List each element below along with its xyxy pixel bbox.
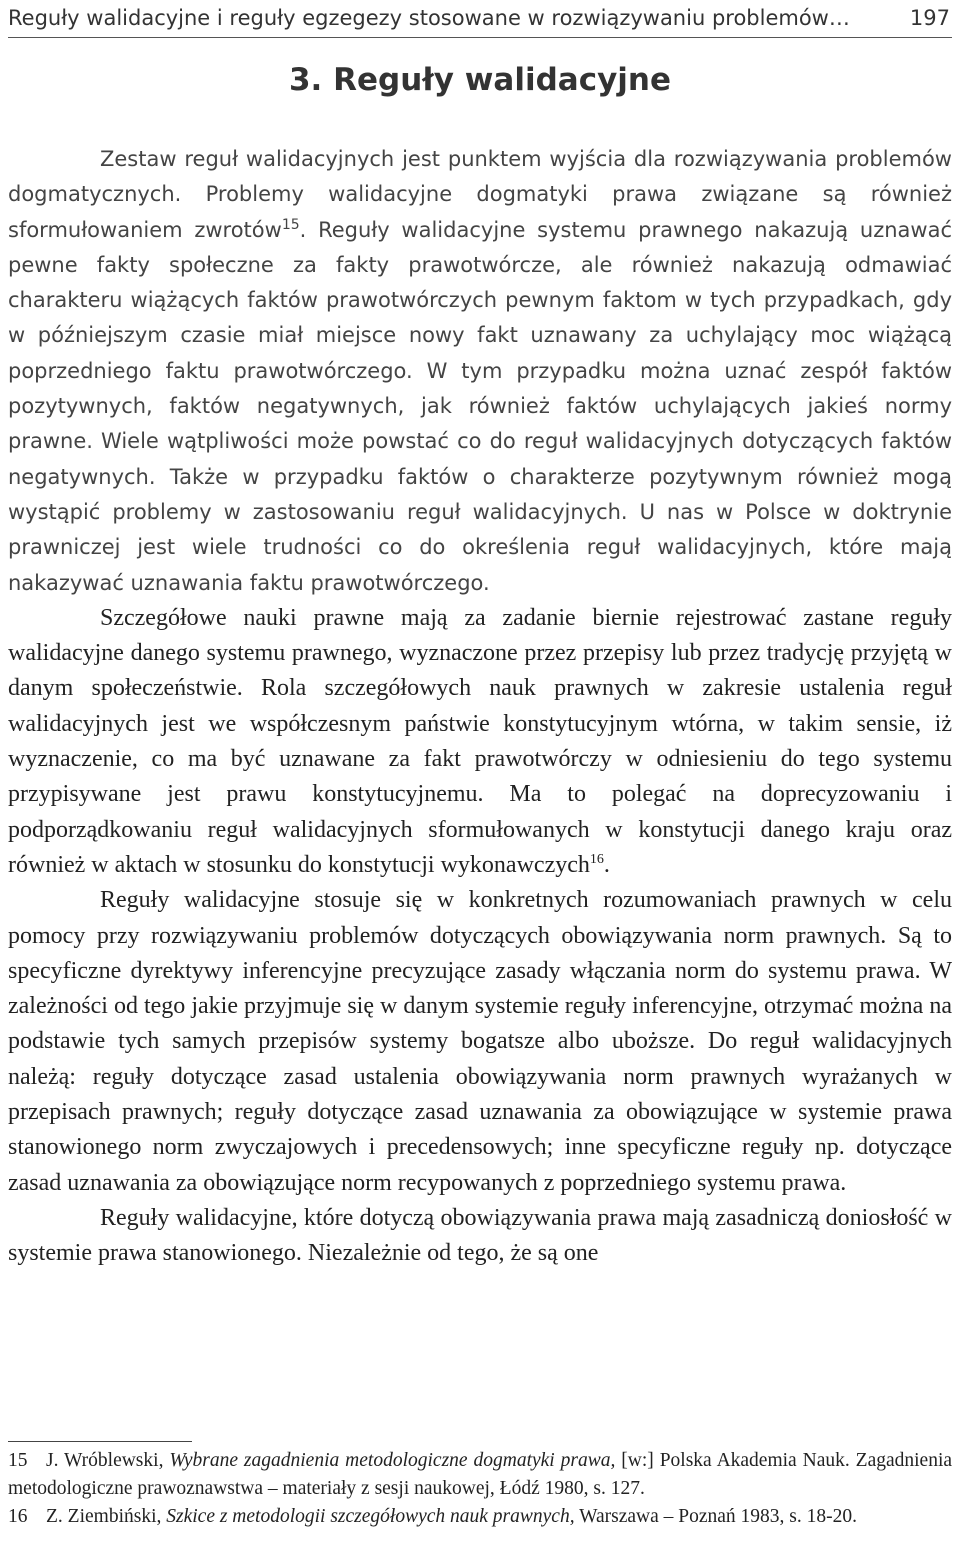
paragraph-3-text: Reguły walidacyjne stosuje się w konkretnych rozumowaniach prawnych w celu pomocy przy rozwiązywaniu problemów dotyczących obowiązywania norm prawnych. Są to specyficzne dyrektywy inferencyjne precyzujące zasady włączania norm do systemu prawa. W zależności od tego jakie przyjmuje się w danym systemie reguły inferencyjne, otrzymać można na podstawie tych samych przepisów systemy bogatsze albo uboższe. Do reguł walidacyjnych należą: reguły dotyczące zasad ustalenia obowiązywania norm prawnych wyrażanych w przepisach prawnych; reguły dotyczące zasad uznawania za obowiązujące w systemie prawa stanowionego norm zwyczajowych i precedensowych; inne specyficzne reguły np. dotyczące zasad uznawania za obowiązujące norm recypowanych z poprzedniego systemu prawa.	[8, 887, 952, 1196]
body-text	[8, 142, 952, 1272]
footnote-number: 16	[8, 1506, 28, 1527]
paragraph-1	[8, 142, 952, 601]
footnotes	[8, 1447, 952, 1531]
paragraph-2-text: Szczegółowe nauki prawne mają za zadanie biernie rejestrować zastane reguły walidacyjne danego systemu prawnego, wyznaczone przez przepisy lub przez tradycję przyjętą w danym społeczeństwie. Rola szczegółowych nauk prawnych w zakresie ustalenia reguł walidacyjnych jest we współczesnym państwie konstytucyjnym wtórna, w takim sensie, iż wyznaczenie, co ma być uznawane za fakt prawotwórczy w odniesieniu do tego systemu przypisywane jest prawu konstytucyjnemu. Ma to polegać na doprecyzowaniu i podporządkowaniu reguł walidacyjnych sformułowanych w konstytucji danego kraju oraz również w aktach w stosunku do konstytucji wykonawczych	[8, 604, 952, 878]
footnote-16	[8, 1503, 952, 1531]
paragraph-3	[8, 883, 952, 1201]
footnote-separator	[8, 1441, 192, 1442]
footnote-author: Z. Ziembiński,	[46, 1506, 162, 1527]
footnote-source: Warszawa – Poznań 1983, s. 18-20.	[579, 1506, 857, 1527]
paragraph-4	[8, 1201, 952, 1272]
footnote-15	[8, 1447, 952, 1503]
paragraph-2-end: .	[603, 851, 610, 878]
paragraph-1-part-2: . Reguły walidacyjne systemu prawnego nakazują uznawać pewne fakty społeczne za fakty prawotwórcze, ale również nakazują odmawiać charakteru wiążących faktów prawotwórczych pewnym faktom w tych przypadkach, gdy w późniejszym czasie miał miejsce nowy fakt uznawany za uchylający moc wiążącą poprzedniego faktu prawotwórczego.	[8, 217, 952, 383]
footnote-title: Szkice z metodologii szczegółowych nauk prawnych,	[166, 1506, 575, 1527]
page-header	[8, 0, 952, 38]
footnote-ref-15[interactable]: 15	[281, 216, 300, 233]
footnote-author: J. Wróblewski,	[46, 1450, 164, 1471]
paragraph-1-part-3: W tym przypadku można uznać zespół faktów pozytywnych, faktów negatywnych, jak również faktów uchylających jakieś normy prawne. Wiele wątpliwości może powstać co do reguł walidacyjnych dotyczących faktów negatywnych. Także w przypadku faktów o charakterze pozytywnym również mogą wystąpić problemy w zastosowaniu reguł walidacyjnych. U nas w Polsce w doktrynie prawniczej jest wiele trudności co do określenia reguł walidacyjnych, które mają nakazywać uznawania faktu prawotwórczego.	[8, 358, 952, 595]
running-title: Reguły walidacyjne i reguły egzegezy stosowane w rozwiązywaniu problemów…	[8, 6, 850, 30]
paragraph-4-text: Reguły walidacyjne, które dotyczą obowiązywania prawa mają zasadniczą doniosłość w systemie prawa stanowionego. Niezależnie od tego, że są one	[8, 1204, 952, 1267]
footnote-title: Wybrane zagadnienia metodologiczne dogmatyki prawa,	[169, 1450, 616, 1471]
footnote-number: 15	[8, 1450, 28, 1471]
paragraph-1-part-1: Zestaw reguł walidacyjnych jest punktem wyjścia dla rozwiązywania problemów dogmatycznych. Problemy walidacyjne dogmatyki prawa związane są również sformułowaniem zwrotów	[8, 147, 952, 242]
footnote-source: [w:] Polska Akademia Nauk. Zagadnienia metodologiczne prawoznawstwa – materiały z sesji naukowej, Łódź 1980, s. 127.	[8, 1450, 953, 1499]
section-title: 3. Reguły walidacyjne	[288, 62, 672, 98]
footnote-ref-16[interactable]: 16	[589, 851, 604, 867]
page-number: 197	[909, 6, 950, 30]
header-rule	[8, 37, 952, 38]
paragraph-2	[8, 601, 952, 883]
